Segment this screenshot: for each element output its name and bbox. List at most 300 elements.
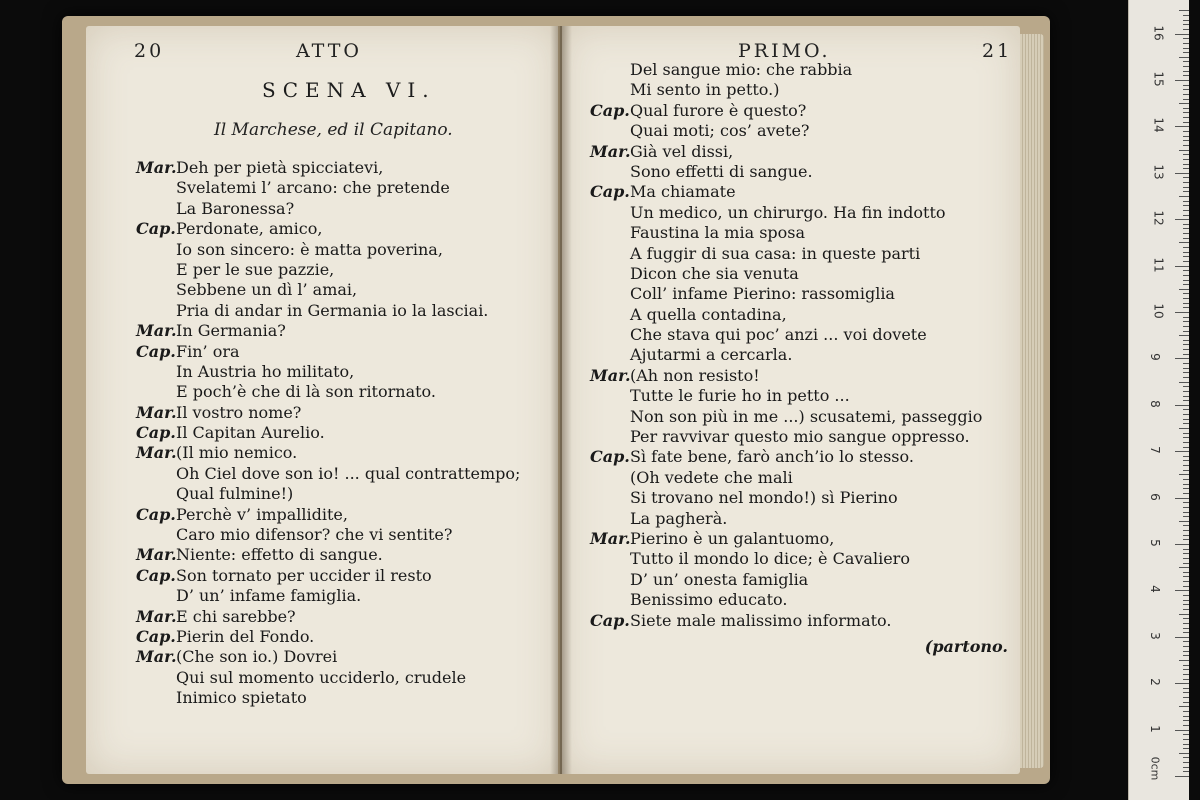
ruler-tick [1183,484,1189,485]
ruler-tick [1183,168,1189,169]
speaker-label: Cap. [590,182,630,202]
speaker-label: Cap. [590,100,630,120]
ruler-tick [1183,238,1189,239]
ruler-tick [1183,493,1189,494]
line-text: Fin’ ora [176,341,240,361]
ruler-tick [1183,43,1189,44]
left-running-head: ATTO [296,40,362,62]
text-line [590,549,1014,569]
ruler-tick [1183,331,1189,332]
ruler-tick [1179,753,1189,754]
ruler-tick [1183,256,1189,257]
ruler-tick [1183,228,1189,229]
text-line [136,627,520,647]
ruler-tick [1183,270,1189,271]
ruler-tick [1183,470,1189,471]
text-line [590,386,1014,406]
ruler-tick [1175,730,1189,731]
ruler-tick [1183,525,1189,526]
line-text: Oh Ciel dove son io! ... qual contrattempo; [176,463,521,483]
line-text: Qui sul momento ucciderlo, crudele [176,667,467,687]
line-text: Pria di andar in Germania io la lasciai. [176,300,489,320]
ruler-cm-label: 12 [1151,210,1166,226]
text-line [590,345,1014,365]
ruler-tick [1183,61,1189,62]
ruler-tick [1183,396,1189,397]
ruler-tick [1179,10,1189,11]
text-line [136,586,520,606]
ruler-tick [1175,80,1189,81]
ruler-tick [1183,771,1189,772]
ruler-tick [1183,479,1189,480]
ruler-tick [1183,75,1189,76]
line-text: Niente: effetto di sangue. [176,545,383,565]
text-line [136,668,520,688]
speaker-label: Mar. [136,158,177,177]
ruler-tick [1183,99,1189,100]
ruler-tick [1183,558,1189,559]
ruler-tick [1183,159,1189,160]
ruler-tick [1183,576,1189,577]
scene-persons: Il Marchese, ed il Capitano. [214,120,453,140]
line-text: Siete male malissimo informato. [630,610,892,630]
text-line [136,443,520,463]
ruler-tick [1183,307,1189,308]
ruler-tick [1183,419,1189,420]
ruler-tick [1183,744,1189,745]
ruler-tick [1183,488,1189,489]
text-line [136,423,520,443]
ruler-tick [1183,89,1189,90]
text-line [590,264,1014,284]
ruler-cm-label: 3 [1147,631,1162,640]
ruler-tick [1183,767,1189,768]
text-line [590,80,1014,100]
line-text: Ma chiamate [630,182,736,202]
ruler-tick [1183,372,1189,373]
text-line [590,590,1014,610]
ruler-tick [1183,340,1189,341]
text-line [590,366,1014,386]
line-text: La pagherà. [630,508,728,528]
line-text: Ajutarmi a cercarla. [630,345,793,365]
line-text: Non son più in me ...) scusatemi, passeggio [630,406,983,426]
ruler-tick [1183,48,1189,49]
ruler-tick [1183,344,1189,345]
speaker-label: Mar. [136,545,177,565]
speaker-label: Cap. [136,504,176,524]
text-line [590,121,1014,141]
ruler-tick [1183,409,1189,410]
speaker-label: Cap. [590,447,630,467]
ruler-tick [1179,196,1189,197]
line-text: E per le sue pazzie, [176,259,335,279]
line-text: Io son sincero: è matta poverina, [176,239,443,259]
ruler-tick [1183,702,1189,703]
line-text: Sebbene un dì l’ amai, [176,280,358,300]
ruler-tick [1179,474,1189,475]
ruler-tick [1183,38,1189,39]
ruler-cm-label: 16 [1151,24,1166,41]
ruler-cm-label: 10 [1151,303,1166,319]
ruler-tick [1183,20,1189,21]
ruler-tick [1175,451,1189,452]
ruler-tick [1175,266,1189,267]
line-text: Pierin del Fondo. [176,626,315,646]
ruler-tick [1183,414,1189,415]
measuring-ruler [1128,0,1189,800]
ruler-tick [1179,57,1189,58]
ruler-tick [1183,191,1189,192]
ruler-tick [1183,52,1189,53]
ruler-tick [1183,71,1189,72]
speaker-label: Cap. [590,610,630,630]
line-text: In Austria ho militato, [176,361,355,381]
ruler-tick [1183,674,1189,675]
text-line [590,244,1014,264]
text-line [136,158,520,178]
ruler-tick [1183,326,1189,327]
ruler-tick [1175,405,1189,406]
text-line [136,382,520,402]
line-text: Svelatemi l’ arcano: che pretende [176,178,450,198]
speaker-label: Mar. [136,321,177,341]
ruler-tick [1183,363,1189,364]
ruler-tick [1183,247,1189,248]
ruler-tick [1183,317,1189,318]
ruler-cm-label: 6 [1147,492,1162,501]
left-folio: 20 [134,40,165,62]
text-line [590,325,1014,345]
text-line [590,60,1014,80]
ruler-tick [1183,586,1189,587]
line-text: A quella contadina, [630,304,787,324]
ruler-tick [1175,173,1189,174]
ruler-tick [1183,433,1189,434]
ruler-tick [1183,29,1189,30]
text-line [136,199,520,219]
text-line [136,647,520,667]
text-line [590,611,1014,631]
ruler-tick [1183,187,1189,188]
speaker-label: Cap. [136,626,176,646]
ruler-tick [1183,725,1189,726]
line-text: Caro mio difensor? che vi sentite? [176,525,453,545]
ruler-tick [1183,164,1189,165]
ruler-tick [1179,567,1189,568]
right-folio: 21 [982,40,1013,62]
text-line [136,321,520,341]
ruler-tick [1175,637,1189,638]
ruler-tick [1183,66,1189,67]
ruler-tick [1183,442,1189,443]
scene-title: SCENA VI. [262,78,436,102]
ruler-tick [1175,219,1189,220]
ruler-tick [1183,697,1189,698]
line-text: Qual furore è questo? [630,100,807,120]
ruler-tick [1183,720,1189,721]
line-text: Qual fulmine!) [176,484,294,504]
line-text: E chi sarebbe? [176,606,296,626]
text-line [590,203,1014,223]
ruler-tick [1183,688,1189,689]
ruler-cm-label: 13 [1151,164,1166,180]
text-line [590,447,1014,467]
ruler-cm-label: 15 [1151,71,1166,87]
text-line [136,280,520,300]
ruler-tick [1179,289,1189,290]
ruler-tick [1183,154,1189,155]
ruler-tick [1179,382,1189,383]
ruler-tick [1183,539,1189,540]
ruler-tick [1183,623,1189,624]
line-text: Che stava qui poc’ anzi ... voi dovete [630,325,927,345]
line-text: (Oh vedete che mali [630,467,793,487]
text-line [590,284,1014,304]
speaker-label: Mar. [590,141,631,161]
ruler-tick [1179,335,1189,336]
ruler-tick [1183,423,1189,424]
text-line [136,219,520,239]
text-line [590,468,1014,488]
speaker-label: Cap. [136,219,176,239]
ruler-tick [1183,303,1189,304]
ruler-tick [1183,502,1189,503]
ruler-tick [1179,706,1189,707]
ruler-tick [1179,614,1189,615]
ruler-tick [1183,131,1189,132]
ruler-cm-label: 1 [1147,724,1162,733]
line-text: D’ un’ onesta famiglia [630,569,809,589]
ruler-tick [1183,734,1189,735]
text-line [590,529,1014,549]
ruler-tick [1183,530,1189,531]
ruler-tick [1183,136,1189,137]
line-text: Perchè v’ impallidite, [176,504,348,524]
ruler-tick [1183,205,1189,206]
ruler-tick [1183,739,1189,740]
ruler-tick [1175,544,1189,545]
line-text: Il vostro nome? [176,402,302,422]
line-text: D’ un’ infame famiglia. [176,586,362,606]
ruler-tick [1183,516,1189,517]
ruler-tick [1183,275,1189,276]
ruler-tick [1183,563,1189,564]
ruler-tick [1183,716,1189,717]
text-line [136,301,520,321]
speaker-label: Cap. [136,423,176,443]
ruler-tick [1175,498,1189,499]
ruler-tick [1179,521,1189,522]
ruler-tick [1179,150,1189,151]
ruler-tick [1175,590,1189,591]
ruler-tick [1183,252,1189,253]
line-text: Perdonate, amico, [176,219,323,239]
ruler-tick [1183,386,1189,387]
ruler-tick [1183,15,1189,16]
ruler-tick [1183,632,1189,633]
text-line [136,178,520,198]
speaker-label: Mar. [136,443,177,463]
ruler-tick [1183,177,1189,178]
text-line [136,566,520,586]
text-line [136,260,520,280]
ruler-tick [1175,358,1189,359]
ruler-tick [1183,224,1189,225]
ruler-tick [1183,233,1189,234]
ruler-unit-label: 0cm [1148,756,1162,781]
ruler-tick [1183,447,1189,448]
ruler-tick [1183,628,1189,629]
ruler-tick [1183,112,1189,113]
ruler-cm-label: 14 [1151,117,1166,134]
ruler-tick [1183,108,1189,109]
line-text: Son tornato per uccider il resto [176,565,432,585]
line-text: La Baronessa? [176,198,295,218]
ruler-tick [1183,762,1189,763]
ruler-tick [1179,660,1189,661]
speaker-label: Mar. [136,647,177,667]
ruler-tick [1183,400,1189,401]
line-text: Benissimo educato. [630,590,788,610]
ruler-tick [1175,683,1189,684]
text-line [590,101,1014,121]
book-gutter [550,26,572,774]
speaker-label: Cap. [136,341,176,361]
ruler-tick [1183,145,1189,146]
text-line [590,427,1014,447]
ruler-tick [1179,242,1189,243]
text-line [136,484,520,504]
line-text: Faustina la mia sposa [630,223,806,243]
text-line [590,509,1014,529]
ruler-tick [1179,428,1189,429]
ruler-tick [1183,210,1189,211]
text-line [590,223,1014,243]
ruler-tick [1183,665,1189,666]
speaker-label: Mar. [136,402,177,422]
line-text: Sì fate bene, farò anch’io lo stesso. [630,447,914,467]
line-text: (Ah non resisto! [630,365,760,385]
line-text: Quai moti; cos’ avete? [630,121,810,141]
line-text: Deh per pietà spicciatevi, [176,158,384,177]
ruler-cm-label: 9 [1147,353,1162,362]
ruler-tick [1183,604,1189,605]
ruler-tick [1183,85,1189,86]
line-text: Sono effetti di sangue. [630,161,813,181]
ruler-tick [1183,94,1189,95]
ruler-tick [1183,140,1189,141]
ruler-tick [1183,280,1189,281]
ruler-tick [1183,354,1189,355]
line-text: Per ravvivar questo mio sangue oppresso. [630,427,970,447]
text-line [590,570,1014,590]
line-text: A fuggir di sua casa: in queste parti [630,243,921,263]
ruler-tick [1183,757,1189,758]
text-line [136,688,520,708]
ruler-tick [1183,377,1189,378]
line-text: Del sangue mio: che rabbia [630,60,853,79]
ruler-tick [1183,349,1189,350]
line-text: Già vel dissi, [630,141,734,161]
ruler-tick [1183,692,1189,693]
line-text: In Germania? [176,321,286,341]
ruler-tick [1183,391,1189,392]
line-text: Coll’ infame Pierino: rassomiglia [630,284,895,304]
speaker-label: Mar. [136,606,177,626]
line-text: Un medico, un chirurgo. Ha fin indotto [630,202,946,222]
ruler-tick [1183,512,1189,513]
line-text: Inimico spietato [176,688,307,708]
line-text: Pierino è un galantuomo, [630,528,835,548]
text-line [136,505,520,525]
text-line [590,407,1014,427]
ruler-tick [1183,182,1189,183]
ruler-tick [1183,549,1189,550]
text-line [136,464,520,484]
right-text-block [590,60,1014,657]
ruler-tick [1183,215,1189,216]
ruler-tick [1183,646,1189,647]
text-line [590,488,1014,508]
ruler-cm-label: 2 [1147,678,1162,687]
ruler-tick [1183,595,1189,596]
text-line [590,305,1014,325]
ruler-tick [1183,293,1189,294]
ruler-cm-label: 11 [1151,256,1166,273]
ruler-tick [1175,126,1189,127]
ruler-tick [1183,298,1189,299]
ruler-tick [1183,437,1189,438]
text-line [136,607,520,627]
ruler-tick [1183,117,1189,118]
text-line [590,162,1014,182]
ruler-tick [1183,284,1189,285]
ruler-tick [1183,465,1189,466]
ruler-tick [1183,572,1189,573]
line-text: (Che son io.) Dovrei [176,647,338,667]
ruler-tick [1183,24,1189,25]
speaker-label: Mar. [590,365,631,385]
text-line [136,362,520,382]
ruler-tick [1183,261,1189,262]
ruler-tick [1183,460,1189,461]
ruler-cm-label: 5 [1147,539,1162,547]
ruler-tick [1183,122,1189,123]
ruler-cm-label: 4 [1147,585,1162,594]
text-line [136,545,520,565]
ruler-tick [1183,609,1189,610]
line-text: (Il mio nemico. [176,443,298,463]
text-line [136,342,520,362]
ruler-tick [1183,679,1189,680]
ruler-tick [1183,368,1189,369]
speaker-label: Mar. [590,528,631,548]
ruler-tick [1183,535,1189,536]
text-line [590,142,1014,162]
stage-direction: (partono. [924,636,1008,656]
line-text: Il Capitan Aurelio. [176,423,325,443]
line-text: Dicon che sia venuta [630,263,799,283]
speaker-label: Cap. [136,565,176,585]
line-text: Mi sento in petto.) [630,80,780,100]
ruler-cm-label: 8 [1147,399,1162,408]
ruler-tick [1183,553,1189,554]
text-line [590,182,1014,202]
line-text: Tutto il mondo lo dice; è Cavaliero [630,549,910,569]
line-text: E poch’è che di là son ritornato. [176,382,436,402]
text-line [136,403,520,423]
